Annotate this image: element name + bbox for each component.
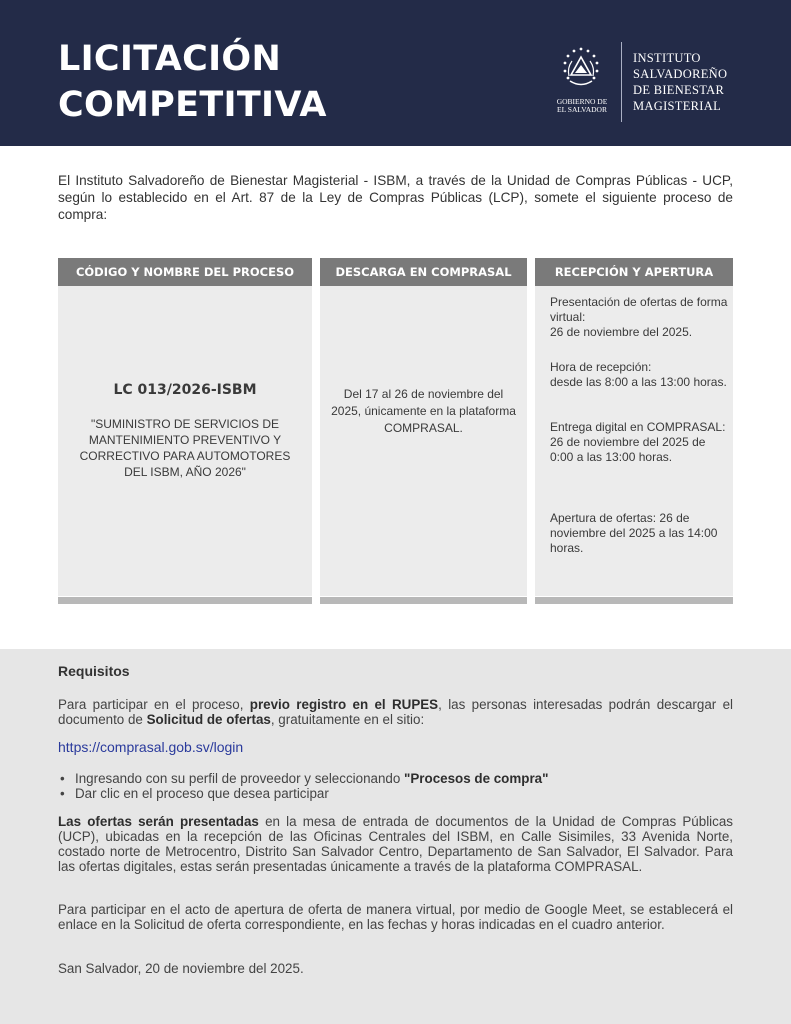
column-body-reception bbox=[535, 286, 733, 596]
download-period: Del 17 al 26 de noviembre del 2025, únicamente en la plataforma COMPRASAL. bbox=[331, 387, 516, 435]
hours-label: Hora de recepción: bbox=[550, 360, 652, 374]
coat-of-arms-icon bbox=[560, 46, 602, 94]
government-logo bbox=[550, 46, 614, 120]
offer-request-emphasis: Solicitud de ofertas bbox=[146, 712, 271, 727]
digital-label: Entrega digital en COMPRASAL: bbox=[550, 420, 726, 434]
page-title bbox=[58, 36, 327, 128]
institute-line: INSTITUTO bbox=[633, 51, 701, 65]
title-line-2: COMPETITIVA bbox=[58, 85, 327, 125]
offers-emphasis: Las ofertas serán presentadas bbox=[58, 814, 259, 829]
column-header-code: CÓDIGO Y NOMBRE DEL PROCESO bbox=[58, 258, 312, 286]
virtual-label: Presentación de ofertas de forma virtual: bbox=[550, 295, 728, 324]
column-body-download bbox=[320, 286, 527, 596]
logo-caption-line-1: GOBIERNO DE bbox=[556, 97, 608, 106]
virtual-submission bbox=[550, 295, 728, 340]
digital-delivery bbox=[550, 420, 728, 465]
text-span: Para participar en el proceso, bbox=[58, 697, 250, 712]
process-code: LC 013/2026-ISBM bbox=[113, 382, 257, 398]
instructions-list bbox=[58, 771, 733, 801]
column-footer-bar bbox=[535, 597, 733, 604]
opening-info: Apertura de ofertas: 26 de noviembre del 2025 a las 14:00 horas. bbox=[550, 511, 718, 555]
text-span: , gratuitamente en el sitio: bbox=[270, 712, 425, 727]
intro-paragraph: El Instituto Salvadoreño de Bienestar Magisterial - ISBM, a través de la Unidad de Compras Públicas - UCP, según lo establecido en el Art. 87 de la Ley de Compras Públicas (LCP), somete el siguiente proceso de compra: bbox=[58, 173, 733, 222]
list-item: • Dar clic en el proceso que desea participar bbox=[58, 786, 733, 801]
institute-line: MAGISTERIAL bbox=[633, 99, 722, 113]
digital-value: 26 de noviembre del 2025 de 0:00 a las 13:00 horas. bbox=[550, 435, 706, 464]
rupes-emphasis: previo registro en el RUPES bbox=[249, 697, 439, 712]
text-span: , las personas interesadas podrán descargar el documento de bbox=[58, 697, 734, 727]
text-span: en la mesa de entrada de documentos de la Unidad de Compras Públicas (UCP), ubicadas en la recepción de las Oficinas Centrales del ISBM, en Calle Sisimiles, 33 Avenida Norte, costado norte de Metrocentro, Distrito San Salvador Centro, Departamento de San Salvador, El Salvador. Para las ofertas digitales, estas serán presentadas únicamente a través de la plataforma COMPRASAL. bbox=[58, 814, 733, 874]
institute-name bbox=[633, 50, 727, 114]
column-footer-bar bbox=[58, 597, 312, 604]
reception-hours bbox=[550, 360, 728, 390]
issue-date: San Salvador, 20 de noviembre del 2025. bbox=[58, 961, 304, 976]
table-column-download bbox=[320, 258, 527, 596]
title-line-1: LICITACIÓN bbox=[58, 39, 282, 79]
logo-caption bbox=[550, 98, 614, 114]
institute-line: DE BIENESTAR bbox=[633, 83, 725, 97]
list-item bbox=[58, 771, 733, 786]
text-span: Ingresando con su perfil de proveedor y seleccionando bbox=[75, 771, 405, 786]
requirements-paragraph-2 bbox=[58, 814, 733, 874]
requirements-paragraph-3: Para participar en el acto de apertura de oferta de manera virtual, por medio de Google Meet, se establecerá el enlace en la Solicitud de oferta correspondiente, en las fechas y horas indicadas en el cuadro anterior. bbox=[58, 902, 733, 932]
logo-divider bbox=[621, 42, 622, 122]
column-header-download: DESCARGA EN COMPRASAL bbox=[320, 258, 527, 286]
table-column-reception bbox=[535, 258, 733, 596]
purchase-processes-emphasis: "Procesos de compra" bbox=[404, 771, 549, 786]
hours-value: desde las 8:00 a las 13:00 horas. bbox=[550, 375, 727, 389]
requirements-title: Requisitos bbox=[58, 663, 130, 679]
virtual-date: 26 de noviembre del 2025. bbox=[550, 325, 693, 339]
institute-line: SALVADOREÑO bbox=[633, 67, 728, 81]
process-description: "SUMINISTRO DE SERVICIOS DE MANTENIMIENTO PREVENTIVO Y CORRECTIVO PARA AUTOMOTORES DEL ISBM, AÑO 2026" bbox=[79, 417, 291, 479]
header-banner bbox=[0, 0, 791, 146]
logo-caption-line-2: EL SALVADOR bbox=[557, 105, 607, 114]
comprasal-login-link[interactable]: https://comprasal.gob.sv/login bbox=[58, 739, 244, 755]
column-body-code bbox=[58, 286, 312, 596]
requirements-paragraph-1 bbox=[58, 697, 733, 727]
column-footer-bar bbox=[320, 597, 527, 604]
column-header-reception: RECEPCIÓN Y APERTURA bbox=[535, 258, 733, 286]
table-column-code bbox=[58, 258, 312, 596]
